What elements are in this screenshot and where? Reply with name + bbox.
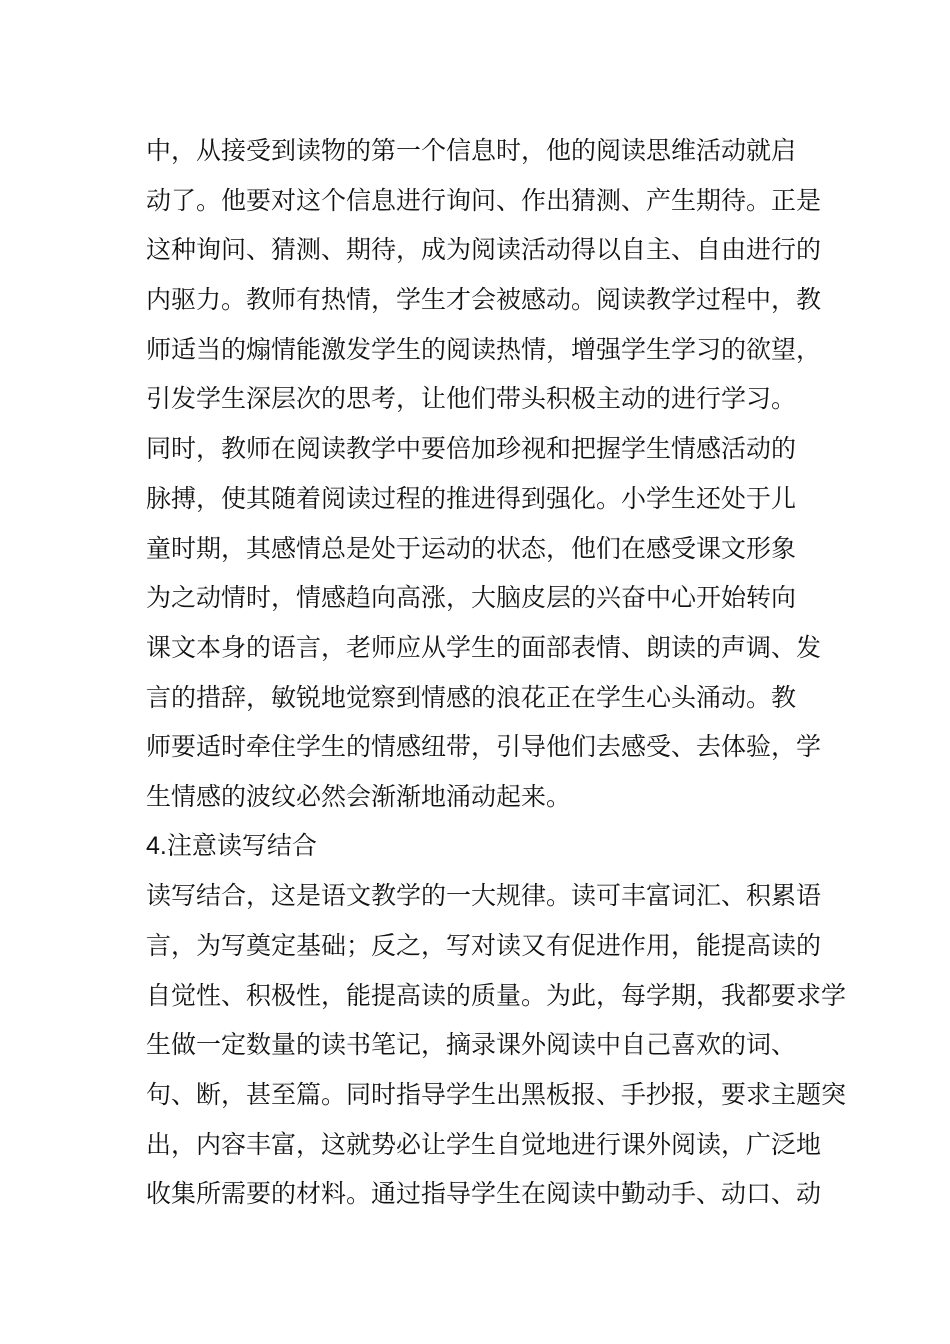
- text-line: 师要适时牵住学生的情感纽带，引导他们去感受、去体验，学: [146, 732, 822, 762]
- text-line: 课文本身的语言，老师应从学生的面部表情、朗读的声调、发: [146, 632, 822, 662]
- text-line: 师适当的煽情能激发学生的阅读热情，增强学生学习的欲望，: [146, 334, 822, 364]
- text-line: 脉搏，使其随着阅读过程的推进得到强化。小学生还处于儿: [146, 483, 797, 513]
- text-line: 收集所需要的材料。通过指导学生在阅读中勤动手、动口、动: [146, 1179, 822, 1209]
- paragraph-reading-emotion: [146, 126, 822, 822]
- text-line: 句、断，甚至篇。同时指导学生出黑板报、手抄报，要求主题突: [146, 1080, 847, 1110]
- text-line: 同时，教师在阅读教学中要倍加珍视和把握学生情感活动的: [146, 434, 797, 464]
- text-line: 引发学生深层次的思考，让他们带头积极主动的进行学习。: [146, 384, 797, 414]
- text-line: 生做一定数量的读书笔记，摘录课外阅读中自己喜欢的词、: [146, 1030, 797, 1060]
- text-line: 读写结合，这是语文教学的一大规律。读可丰富词汇、积累语: [146, 881, 822, 911]
- text-line: 这种询问、猜测、期待，成为阅读活动得以自主、自由进行的: [146, 235, 822, 265]
- text-line: 为之动情时，情感趋向高涨，大脑皮层的兴奋中心开始转向: [146, 583, 797, 613]
- text-line: 言的措辞，敏锐地觉察到情感的浪花正在学生心头涌动。教: [146, 682, 797, 712]
- text-line: 自觉性、积极性，能提高读的质量。为此，每学期，我都要求学: [146, 980, 847, 1010]
- text-line: 童时期，其感情总是处于运动的状态，他们在感受课文形象: [146, 533, 797, 563]
- text-line: 言，为写奠定基础；反之，写对读又有促进作用，能提高读的: [146, 931, 822, 960]
- text-line: 中，从接受到读物的第一个信息时，他的阅读思维活动就启: [146, 136, 797, 165]
- paragraph-reading-writing: [146, 871, 847, 1219]
- text-line: 生情感的波纹必然会渐渐地涌动起来。: [146, 781, 572, 811]
- text-line: 动了。他要对这个信息进行询问、作出猜测、产生期待。正是: [146, 185, 822, 215]
- text-line: 出，内容丰富，这就势必让学生自觉地进行课外阅读，广泛地: [146, 1129, 822, 1159]
- section-heading: 4.注意读写结合: [146, 831, 317, 860]
- document-body: [146, 126, 847, 1219]
- text-line: 内驱力。教师有热情，学生才会被感动。阅读教学过程中，教: [146, 285, 822, 315]
